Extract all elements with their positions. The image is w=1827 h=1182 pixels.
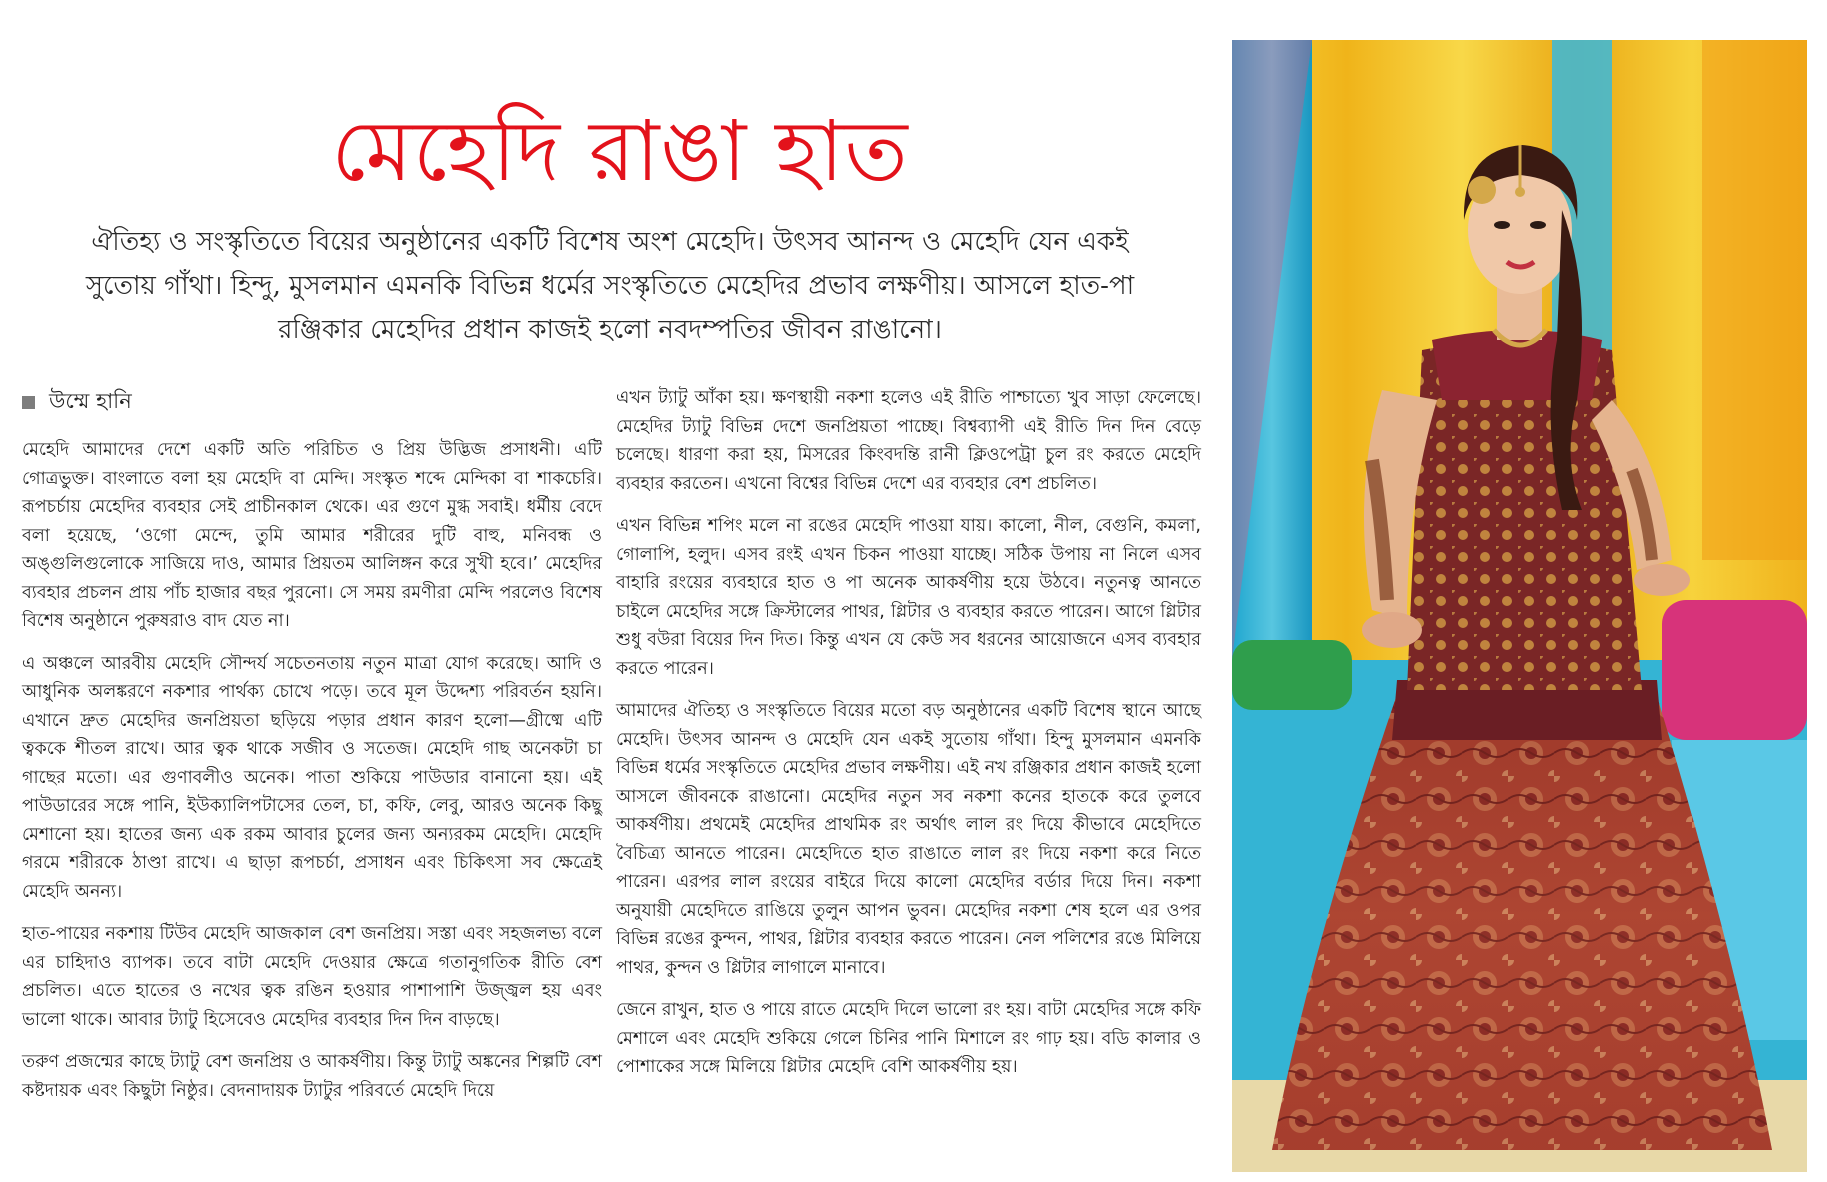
left-column xyxy=(22,436,602,1119)
square-bullet-icon xyxy=(22,396,35,409)
author-name: উম্মে হানি xyxy=(49,388,132,413)
article-headline: মেহেদি রাঙা হাত xyxy=(331,102,909,201)
paragraph: এখন ট্যাটু আঁকা হয়। ক্ষণস্থায়ী নকশা হলেও এই রীতি পাশ্চাত্যে খুব সাড়া ফেলেছে। মেহেদির ট্যাটু বিভিন্ন দেশে জনপ্রিয়তা পাচ্ছে। বিশ্বব্যাপী এই রীতি দিন দিন বেড়ে চলেছে। ধারণা করা হয়, মিসরের কিংবদন্তি রানী ক্লিওপেট্রা চুল রং করতে মেহেদি ব্যবহার করতেন। এখনো বিশ্বের বিভিন্ন দেশে এর ব্যবহার বেশ প্রচলিত। xyxy=(616,388,1201,494)
paragraph: তরুণ প্রজন্মের কাছে ট্যাটু বেশ জনপ্রিয় ও আকর্ষণীয়। কিন্তু ট্যাটু অঙ্কনের শিল্পটি বেশ কষ্টদায়ক এবং কিছুটা নিষ্ঠুর। বেদনাদায়ক ট্যাটুর পরিবর্তে মেহেদি দিয়ে xyxy=(22,1052,602,1101)
article-intro: ঐতিহ্য ও সংস্কৃতিতে বিয়ের অনুষ্ঠানের একটি বিশেষ অংশ মেহেদি। উৎসব আনন্দ ও মেহেদি যেন একই সুতোয় গাঁথা। হিন্দু, মুসলমান এমনকি বিভিন্ন ধর্মের সংস্কৃতিতে মেহেদির প্রভাব লক্ষণীয়। আসলে হাত-পা রঞ্জিকার মেহেদির প্রধান কাজই হলো নবদম্পতির জীবন রাঙানো। xyxy=(85,227,1135,345)
middle-column xyxy=(616,384,1201,1096)
paragraph: মেহেদি আমাদের দেশে একটি অতি পরিচিত ও প্রিয় উদ্ভিজ প্রসাধনী। এটি গোত্রভুক্ত। বাংলাতে বলা হয় মেহেদি বা মেন্দি। সংস্কৃত শব্দে মেন্দিকা বা শাকচেরি। রূপচর্চায় মেহেদির ব্যবহার সেই প্রাচীনকাল থেকে। এর গুণে মুগ্ধ সবাই। ধর্মীয় বেদে বলা হয়েছে, ‘ওগো মেন্দে, তুমি আমার শরীরের দুটি বাহু, মনিবন্ধ ও অঙ্গুলিগুলোকে সাজিয়ে দাও, আমার প্রিয়তম আলিঙ্গন করে সুখী হবে।’ মেহেদির ব্যবহার প্রচলন প্রায় পাঁচ হাজার বছর পুরনো। সে সময় রমণীরা মেন্দি পরলেও বিশেষ বিশেষ অনুষ্ঠানে পুরুষরাও বাদ যেত না। xyxy=(22,440,602,631)
paragraph: এ অঞ্চলে আরবীয় মেহেদি সৌন্দর্য সচেতনতায় নতুন মাত্রা যোগ করেছে। আদি ও আধুনিক অলঙ্করণে নকশার পার্থক্য চোখে পড়ে। তবে মূল উদ্দেশ্য পরিবর্তন হয়নি। এখানে দ্রুত মেহেদির জনপ্রিয়তা ছড়িয়ে পড়ার প্রধান কারণ হলো—গ্রীষ্মে এটি ত্বককে শীতল রাখে। আর ত্বক থাকে সজীব ও সতেজ। মেহেদি গাছ অনেকটা চা গাছের মতো। এর গুণাবলীও অনেক। পাতা শুকিয়ে পাউডার বানানো হয়। এই পাউডারের সঙ্গে পানি, ইউক্যালিপটাসের তেল, চা, কফি, লেবু, আরও অনেক কিছু মেশানো হয়। হাতের জন্য এক রকম আবার চুলের জন্য অন্যরকম মেহেদি। মেহেদি গরমে শরীরকে ঠাণ্ডা রাখে। এ ছাড়া রূপচর্চা, প্রসাধন এবং চিকিৎসা সব ক্ষেত্রেই মেহেদি অনন্য। xyxy=(22,653,602,902)
paragraph: হাত-পায়ের নকশায় টিউব মেহেদি আজকাল বেশ জনপ্রিয়। সস্তা এবং সহজলভ্য বলে এর চাহিদাও ব্যাপক। তবে বাটা মেহেদি দেওয়ার ক্ষেত্রে গতানুগতিক রীতি বেশ প্রচলিত। এতে হাতের ও নখের ত্বক রঙিন হওয়ার পাশাপাশি উজ্জ্বল হয় এবং ভালো থাকে। আবার ট্যাটু হিসেবেও মেহেদির ব্যবহার দিন দিন বাড়ছে। xyxy=(22,924,602,1030)
paragraph: আমাদের ঐতিহ্য ও সংস্কৃতিতে বিয়ের মতো বড় অনুষ্ঠানের একটি বিশেষ স্থানে আছে মেহেদি। উৎসব আনন্দ ও মেহেদি যেন একই সুতোয় গাঁথা। হিন্দু মুসলমান এমনকি বিভিন্ন ধর্মের সংস্কৃতিতে মেহেদির প্রভাব লক্ষণীয়। এই নখ রঞ্জিকার প্রধান কাজই হলো আসলে জীবনকে রাঙানো। মেহেদির নতুন সব নকশা কনের হাতকে করে তুলবে আকর্ষণীয়। প্রথমেই মেহেদির প্রাথমিক রং অর্থাৎ লাল রং দিয়ে কীভাবে মেহেদিতে বৈচিত্র্য আনতে পারেন। মেহেদিতে হাত রাঙাতে লাল রং দিয়ে নকশা করে নিতে পারেন। এরপর লাল রংয়ের বাইরে দিয়ে কালো মেহেদির বর্ডার দিয়ে দিন। নকশা অনুযায়ী মেহেদিতে রাঙিয়ে তুলুন আপন ভুবন। মেহেদির নকশা শেষ হলে এর ওপর বিভিন্ন রঙের কুন্দন, পাথর, গ্লিটার ব্যবহার করতে পারেন। নেল পলিশের রঙে মিলিয়ে পাথর, কুন্দন ও গ্লিটার লাগালে মানাবে। xyxy=(616,701,1201,978)
paragraph: জেনে রাখুন, হাত ও পায়ে রাতে মেহেদি দিলে ভালো রং হয়। বাটা মেহেদির সঙ্গে কফি মেশালে এবং মেহেদি শুকিয়ে গেলে চিনির পানি মিশালে রং গাঢ় হয়। বডি কালার ও পোশাকের সঙ্গে মিলিয়ে গ্লিটার মেহেদি বেশি আকর্ষণীয় হয়। xyxy=(616,1000,1201,1077)
paragraph: এখন বিভিন্ন শপিং মলে না রঙের মেহেদি পাওয়া যায়। কালো, নীল, বেগুনি, কমলা, গোলাপি, হলুদ। এসব রংই এখন চিকন পাওয়া যাচ্ছে। সঠিক উপায় না নিলে এসব বাহারি রংয়ের ব্যবহারে হাত ও পা অনেক আকর্ষণীয় হয়ে উঠবে। নতুনত্ব আনতে চাইলে মেহেদির সঙ্গে ক্রিস্টালের পাথর, গ্লিটার ও ব্যবহার করতে পারেন। আগে গ্লিটার শুধু বউরা বিয়ের দিন দিত। কিন্তু এখন যে কেউ সব ধরনের আয়োজনে এসব ব্যবহার করতে পারেন। xyxy=(616,516,1201,679)
bride-mehendi-photo xyxy=(1232,40,1807,1172)
byline xyxy=(22,387,132,417)
